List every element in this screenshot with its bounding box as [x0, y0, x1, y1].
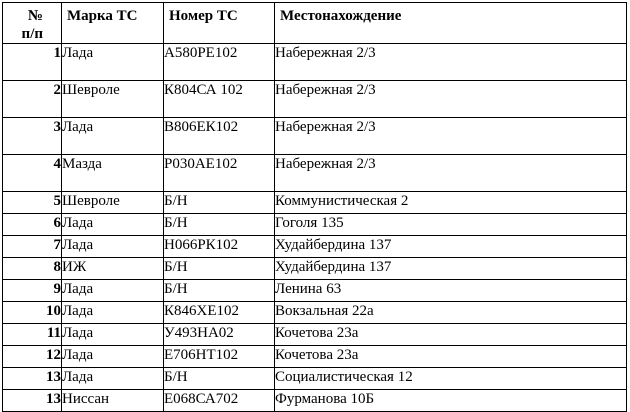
row-brand: Лада [62, 324, 164, 346]
row-brand: Лада [62, 118, 164, 155]
row-plate: Б/Н [164, 192, 275, 214]
row-number: 2 [3, 81, 62, 118]
table-row [3, 192, 627, 214]
table-row [3, 280, 627, 302]
row-number: 5 [3, 192, 62, 214]
row-location: Кочетова 23а [275, 324, 627, 346]
row-brand: Лада [62, 302, 164, 324]
row-brand: Лада [62, 368, 164, 390]
header-number-pp: п/п [21, 26, 43, 42]
row-number: 13 [3, 368, 62, 390]
table-row [3, 368, 627, 390]
row-location: Набережная 2/3 [275, 44, 627, 81]
header-plate: Номер ТС [164, 3, 275, 44]
row-plate: Б/Н [164, 368, 275, 390]
row-plate: У493НА02 [164, 324, 275, 346]
row-number: 4 [3, 155, 62, 192]
row-location: Социалистическая 12 [275, 368, 627, 390]
table-row [3, 81, 627, 118]
row-location: Вокзальная 22а [275, 302, 627, 324]
table-row [3, 155, 627, 192]
row-location: Набережная 2/3 [275, 118, 627, 155]
row-plate: Р030АЕ102 [164, 155, 275, 192]
row-plate: Е706НТ102 [164, 346, 275, 368]
row-plate: К846ХЕ102 [164, 302, 275, 324]
row-number: 9 [3, 280, 62, 302]
table-row [3, 258, 627, 280]
row-number: 3 [3, 118, 62, 155]
row-brand: Лада [62, 44, 164, 81]
row-number: 8 [3, 258, 62, 280]
row-location: Фурманова 10Б [275, 390, 627, 412]
row-plate: Б/Н [164, 280, 275, 302]
table-row [3, 44, 627, 81]
table-row [3, 214, 627, 236]
row-number: 11 [3, 324, 62, 346]
table-row [3, 390, 627, 412]
row-brand: Лада [62, 280, 164, 302]
row-location: Ленина 63 [275, 280, 627, 302]
row-plate: В806ЕК102 [164, 118, 275, 155]
header-location: Местонахождение [275, 3, 627, 44]
row-plate: Е068СА702 [164, 390, 275, 412]
row-location: Кочетова 23а [275, 346, 627, 368]
row-brand: Мазда [62, 155, 164, 192]
row-number: 10 [3, 302, 62, 324]
vehicles-table [2, 2, 627, 412]
row-plate: Н066РК102 [164, 236, 275, 258]
row-number: 7 [3, 236, 62, 258]
row-plate: Б/Н [164, 214, 275, 236]
table-header-row [3, 3, 627, 44]
row-brand: Лада [62, 214, 164, 236]
row-number: 1 [3, 44, 62, 81]
row-location: Набережная 2/3 [275, 155, 627, 192]
row-brand: ИЖ [62, 258, 164, 280]
table-row [3, 324, 627, 346]
row-location: Коммунистическая 2 [275, 192, 627, 214]
header-number-sign: № [27, 8, 43, 24]
header-number [3, 3, 62, 44]
header-brand: Марка ТС [62, 3, 164, 44]
row-number: 6 [3, 214, 62, 236]
row-brand: Лада [62, 346, 164, 368]
table-row [3, 236, 627, 258]
row-plate: Б/Н [164, 258, 275, 280]
row-plate: А580РЕ102 [164, 44, 275, 81]
table-row [3, 118, 627, 155]
row-brand: Ниссан [62, 390, 164, 412]
row-location: Гоголя 135 [275, 214, 627, 236]
row-brand: Шевроле [62, 192, 164, 214]
table-row [3, 302, 627, 324]
row-location: Худайбердина 137 [275, 236, 627, 258]
row-brand: Шевроле [62, 81, 164, 118]
row-location: Набережная 2/3 [275, 81, 627, 118]
row-location: Худайбердина 137 [275, 258, 627, 280]
row-number: 12 [3, 346, 62, 368]
row-number: 13 [3, 390, 62, 412]
table-body [3, 44, 627, 412]
table-row [3, 346, 627, 368]
row-brand: Лада [62, 236, 164, 258]
row-plate: К804СА 102 [164, 81, 275, 118]
